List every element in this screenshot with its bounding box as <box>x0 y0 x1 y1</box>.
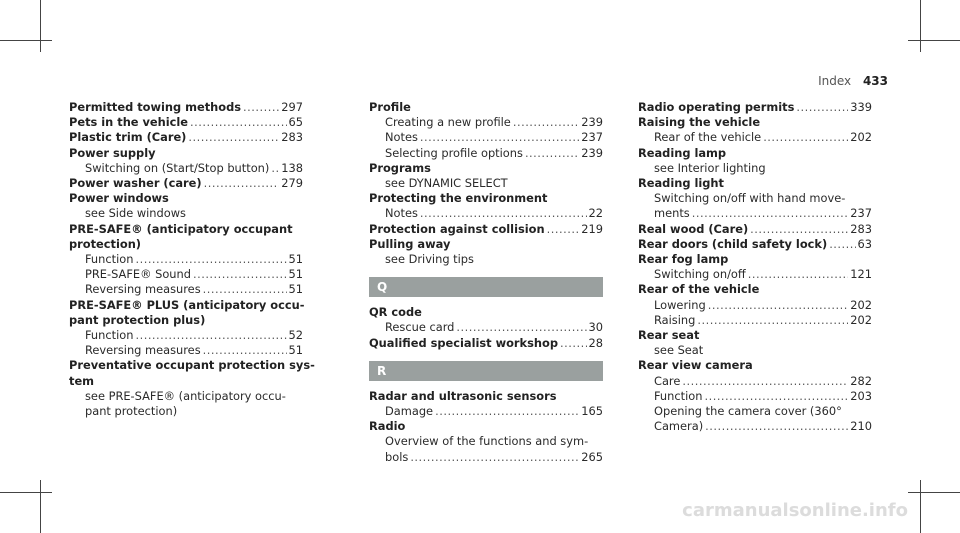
index-entry[interactable] <box>369 146 603 161</box>
index-entry[interactable] <box>638 206 872 221</box>
page-reference[interactable]: 51 <box>288 343 303 358</box>
page-reference[interactable]: 239 <box>581 115 603 130</box>
page-reference[interactable]: 65 <box>288 115 303 130</box>
entry-text: Rear of the vehicle <box>638 282 760 297</box>
leader-dots <box>435 404 579 419</box>
leader-dots <box>704 389 848 404</box>
index-heading <box>69 389 303 404</box>
entry-text: see Side windows <box>85 206 186 221</box>
leader-dots <box>708 298 849 313</box>
entry-text: Function <box>654 388 703 403</box>
index-heading <box>369 389 603 404</box>
leader-dots <box>705 419 848 434</box>
page-reference[interactable]: 202 <box>850 130 872 145</box>
index-heading <box>638 404 872 419</box>
page-reference[interactable]: 63 <box>857 236 872 251</box>
page-reference[interactable]: 210 <box>850 419 872 434</box>
entry-text: Notes <box>385 130 418 145</box>
leader-dots <box>203 282 287 297</box>
index-heading <box>638 161 872 176</box>
leader-dots <box>513 115 579 130</box>
index-entry[interactable] <box>638 419 872 434</box>
entry-text: ments <box>654 206 690 221</box>
section-title: Index <box>818 74 852 88</box>
entry-text: Preventative occupant protection sys- <box>69 358 315 373</box>
entry-text: Real wood (Care) <box>638 221 749 236</box>
index-column-2 <box>369 100 603 465</box>
entry-text: see PRE-SAFE® (anticipatory occu- <box>85 388 286 403</box>
page-reference[interactable]: 282 <box>850 373 872 388</box>
index-entry[interactable] <box>638 237 872 252</box>
leader-dots <box>135 328 286 343</box>
entry-text: see Seat <box>654 343 704 358</box>
entry-text: Camera) <box>654 419 704 434</box>
page-reference[interactable]: 202 <box>850 312 872 327</box>
entry-text: protection) <box>69 236 142 251</box>
crop-mark <box>40 0 41 52</box>
index-heading <box>638 252 872 267</box>
index-entry[interactable] <box>369 336 603 351</box>
entry-text: pant protection) <box>85 404 178 419</box>
entry-text: see DYNAMIC SELECT <box>385 176 508 191</box>
index-entry[interactable] <box>638 222 872 237</box>
entry-text: Plastic trim (Care) <box>69 130 187 145</box>
entry-text: Raising <box>654 312 696 327</box>
index-entry[interactable] <box>69 328 303 343</box>
leader-dots <box>456 320 586 335</box>
leader-dots <box>525 146 579 161</box>
page-reference[interactable]: 239 <box>581 145 603 160</box>
index-entry[interactable] <box>369 320 603 335</box>
entry-text: Function <box>85 252 134 267</box>
page-reference[interactable]: 51 <box>288 282 303 297</box>
crop-mark <box>908 492 960 493</box>
entry-text: Protection against collision <box>369 221 545 236</box>
page-reference[interactable]: 121 <box>850 267 872 282</box>
entry-text: pant protection plus) <box>69 312 206 327</box>
entry-text: Notes <box>385 206 418 221</box>
entry-text: Function <box>85 328 134 343</box>
watermark: carmanualsonline.info <box>682 500 908 521</box>
index-heading <box>369 305 603 320</box>
entry-text: Reading lamp <box>638 145 727 160</box>
leader-dots <box>420 206 587 221</box>
entry-text: PRE-SAFE® Sound <box>85 267 191 282</box>
entry-text: Switching on/off <box>654 267 746 282</box>
index-heading <box>69 206 303 221</box>
entry-text: Switching on (Start/Stop button) <box>85 160 270 175</box>
page-reference[interactable]: 219 <box>581 221 603 236</box>
index-entry[interactable] <box>369 115 603 130</box>
entry-text: Rear of the vehicle <box>654 130 762 145</box>
page-reference[interactable]: 283 <box>850 221 872 236</box>
entry-text: Radar and ultrasonic sensors <box>369 388 557 403</box>
leader-dots <box>271 161 279 176</box>
leader-dots <box>203 343 287 358</box>
entry-text: Selecting profile options <box>385 145 523 160</box>
index-entry[interactable] <box>69 282 303 297</box>
leader-dots <box>796 100 848 115</box>
entry-text: see Driving tips <box>385 252 474 267</box>
index-heading <box>369 191 603 206</box>
page-reference[interactable]: 283 <box>281 130 303 145</box>
index-heading <box>369 100 603 115</box>
entry-text: Reading light <box>638 176 724 191</box>
leader-dots <box>190 115 286 130</box>
index-entry[interactable] <box>69 100 303 115</box>
leader-dots <box>188 130 279 145</box>
entry-text: Permitted towing methods <box>69 100 242 114</box>
entry-text: Programs <box>369 160 431 175</box>
entry-text: Power washer (care) <box>69 176 202 191</box>
index-heading <box>638 282 872 297</box>
entry-text: Creating a new profile <box>385 115 511 130</box>
page-header <box>818 74 888 88</box>
crop-mark <box>40 480 41 533</box>
entry-text: Lowering <box>654 297 706 312</box>
page-reference[interactable]: 30 <box>588 320 603 335</box>
entry-text: Profile <box>369 100 411 114</box>
index-entry[interactable] <box>369 222 603 237</box>
index-letter-heading: Q <box>369 277 603 297</box>
index-heading <box>69 191 303 206</box>
leader-dots <box>243 100 279 115</box>
index-heading <box>638 343 872 358</box>
page-number: 433 <box>862 74 888 88</box>
leader-dots <box>748 267 849 282</box>
index-heading <box>369 434 603 449</box>
index-heading <box>638 115 872 130</box>
index-heading <box>638 358 872 373</box>
crop-mark <box>908 40 960 41</box>
entry-text: Radio operating permits <box>638 100 795 114</box>
leader-dots <box>692 206 849 221</box>
entry-text: Damage <box>385 404 434 419</box>
page-reference[interactable]: 51 <box>288 252 303 267</box>
page-reference[interactable]: 52 <box>288 328 303 343</box>
entry-text: Power supply <box>69 145 156 160</box>
entry-text: Rear seat <box>638 328 700 343</box>
index-entry[interactable] <box>69 176 303 191</box>
entry-text: Switching on/off with hand move- <box>654 191 846 206</box>
leader-dots <box>420 130 579 145</box>
index-entry[interactable] <box>369 404 603 419</box>
crop-mark <box>920 480 921 533</box>
leader-dots <box>750 222 848 237</box>
index-entry[interactable] <box>638 100 872 115</box>
entry-text: Power windows <box>69 191 169 206</box>
page-reference[interactable]: 279 <box>281 176 303 191</box>
index-entry[interactable] <box>69 252 303 267</box>
index-heading <box>369 252 603 267</box>
page-reference[interactable]: 22 <box>588 206 603 221</box>
entry-text: Pets in the vehicle <box>69 115 189 130</box>
leader-dots <box>547 222 580 237</box>
page-reference[interactable]: 51 <box>288 267 303 282</box>
index-heading <box>69 374 303 389</box>
index-entry[interactable] <box>638 389 872 404</box>
entry-text: Rescue card <box>385 320 455 335</box>
index-entry[interactable] <box>638 130 872 145</box>
entry-text: bols <box>385 449 409 464</box>
index-entry[interactable] <box>638 267 872 282</box>
page-reference[interactable]: 138 <box>281 160 303 175</box>
index-entry[interactable] <box>369 450 603 465</box>
entry-text: Qualified specialist workshop <box>369 335 558 350</box>
index-entry[interactable] <box>638 374 872 389</box>
index-entry[interactable] <box>69 130 303 145</box>
entry-text: Radio <box>369 419 406 434</box>
index-heading <box>69 222 303 237</box>
index-entry[interactable] <box>69 115 303 130</box>
entry-text: Care <box>654 373 681 388</box>
index-heading <box>638 328 872 343</box>
index-heading <box>638 191 872 206</box>
index-heading <box>69 146 303 161</box>
leader-dots <box>193 267 287 282</box>
index-heading <box>69 404 303 419</box>
index-heading <box>369 237 603 252</box>
leader-dots <box>560 336 587 351</box>
page-reference[interactable]: 202 <box>850 297 872 312</box>
index-entry[interactable] <box>69 267 303 282</box>
entry-text: Reversing measures <box>85 282 201 297</box>
entry-text: Overview of the functions and sym- <box>385 434 589 449</box>
leader-dots <box>763 130 848 145</box>
index-column-3 <box>638 100 872 434</box>
entry-text: Rear fog lamp <box>638 252 729 267</box>
page-reference[interactable]: 339 <box>850 100 872 114</box>
entry-text: PRE-SAFE® PLUS (anticipatory occu- <box>69 297 305 312</box>
index-heading <box>69 313 303 328</box>
leader-dots <box>410 450 579 465</box>
index-heading <box>369 161 603 176</box>
index-entry[interactable] <box>69 343 303 358</box>
entry-text: Pulling away <box>369 236 451 251</box>
leader-dots <box>697 313 848 328</box>
crop-mark <box>0 492 52 493</box>
index-entry[interactable] <box>638 313 872 328</box>
index-entry[interactable] <box>69 161 303 176</box>
crop-mark <box>0 40 52 41</box>
page-reference[interactable]: 203 <box>850 388 872 403</box>
entry-text: Rear doors (child safety lock) <box>638 236 828 251</box>
leader-dots <box>829 237 855 252</box>
page-reference[interactable]: 297 <box>281 100 303 114</box>
page-reference[interactable]: 237 <box>581 130 603 145</box>
index-entry[interactable] <box>369 130 603 145</box>
index-entry[interactable] <box>638 298 872 313</box>
crop-mark <box>920 0 921 52</box>
page-reference[interactable]: 165 <box>581 404 603 419</box>
page-reference[interactable]: 237 <box>850 206 872 221</box>
entry-text: tem <box>69 373 95 388</box>
index-heading <box>369 176 603 191</box>
index-heading <box>638 146 872 161</box>
index-heading <box>69 298 303 313</box>
entry-text: Protecting the environment <box>369 191 548 206</box>
leader-dots <box>204 176 280 191</box>
leader-dots <box>682 374 848 389</box>
entry-text: Opening the camera cover (360° <box>654 404 842 419</box>
index-letter-heading: R <box>369 361 603 381</box>
entry-text: PRE-SAFE® (anticipatory occupant <box>69 221 293 236</box>
leader-dots <box>135 252 286 267</box>
entry-text: QR code <box>369 305 422 320</box>
entry-text: Reversing measures <box>85 343 201 358</box>
index-heading <box>638 176 872 191</box>
index-column-1 <box>69 100 315 419</box>
index-heading <box>69 237 303 252</box>
entry-text: Raising the vehicle <box>638 115 761 130</box>
page-reference[interactable]: 265 <box>581 449 603 464</box>
index-heading <box>69 358 315 373</box>
entry-text: Rear view camera <box>638 358 753 373</box>
index-entry[interactable] <box>369 206 603 221</box>
entry-text: see Interior lighting <box>654 160 766 175</box>
index-heading <box>369 419 603 434</box>
page-reference[interactable]: 28 <box>588 335 603 350</box>
